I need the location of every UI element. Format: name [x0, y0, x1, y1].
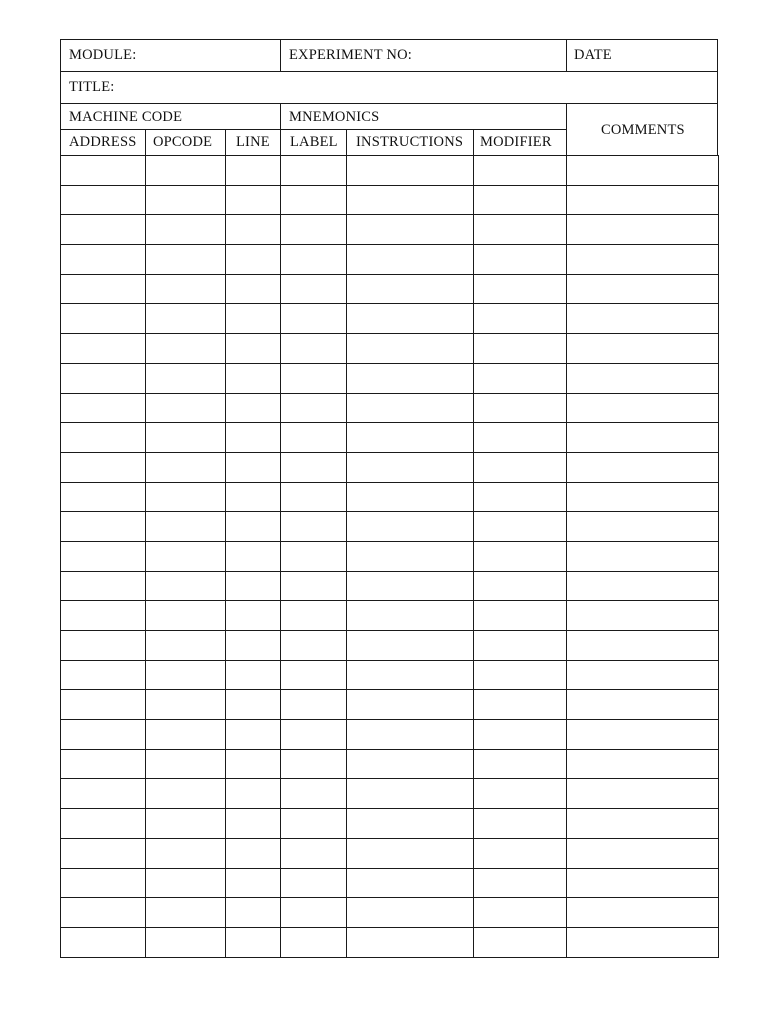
address-cell[interactable]: [61, 185, 146, 215]
opcode-cell[interactable]: [146, 482, 226, 512]
instructions-cell[interactable]: [347, 720, 474, 750]
table-row: [61, 898, 719, 928]
col-line-header: [225, 129, 281, 156]
opcode-cell[interactable]: [146, 185, 226, 215]
address-cell[interactable]: [61, 868, 146, 898]
line-cell[interactable]: [226, 482, 281, 512]
line-cell[interactable]: [226, 690, 281, 720]
label-cell[interactable]: [281, 363, 347, 393]
address-cell[interactable]: [61, 541, 146, 571]
col-modifier-label: MODIFIER: [480, 134, 552, 150]
entry-grid-body: [61, 156, 719, 958]
address-cell[interactable]: [61, 571, 146, 601]
table-row: [61, 423, 719, 453]
modifier-cell[interactable]: [474, 749, 567, 779]
opcode-cell[interactable]: [146, 749, 226, 779]
modifier-cell[interactable]: [474, 215, 567, 245]
opcode-cell[interactable]: [146, 215, 226, 245]
module-label: MODULE:: [69, 47, 137, 63]
experiment-sheet: [60, 39, 718, 980]
col-instructions-label: INSTRUCTIONS: [356, 134, 464, 150]
opcode-cell[interactable]: [146, 245, 226, 275]
line-cell[interactable]: [226, 393, 281, 423]
label-cell[interactable]: [281, 898, 347, 928]
comments-cell[interactable]: [567, 601, 719, 631]
modifier-cell[interactable]: [474, 393, 567, 423]
line-cell[interactable]: [226, 571, 281, 601]
label-cell[interactable]: [281, 601, 347, 631]
instructions-cell[interactable]: [347, 571, 474, 601]
table-row: [61, 274, 719, 304]
instructions-cell[interactable]: [347, 838, 474, 868]
opcode-cell[interactable]: [146, 304, 226, 334]
line-cell[interactable]: [226, 334, 281, 364]
line-cell[interactable]: [226, 838, 281, 868]
table-row: [61, 809, 719, 839]
line-cell[interactable]: [226, 512, 281, 542]
col-label-label: LABEL: [290, 134, 338, 150]
comments-cell[interactable]: [567, 720, 719, 750]
date-label: DATE: [574, 47, 612, 63]
label-cell[interactable]: [281, 631, 347, 661]
line-cell[interactable]: [226, 868, 281, 898]
label-cell[interactable]: [281, 541, 347, 571]
modifier-cell[interactable]: [474, 452, 567, 482]
instructions-cell[interactable]: [347, 749, 474, 779]
modifier-cell[interactable]: [474, 868, 567, 898]
comments-cell[interactable]: [567, 660, 719, 690]
opcode-cell[interactable]: [146, 720, 226, 750]
instructions-cell[interactable]: [347, 482, 474, 512]
label-cell[interactable]: [281, 809, 347, 839]
experiment-no-label: EXPERIMENT NO:: [289, 47, 412, 63]
table-row: [61, 720, 719, 750]
title-label: TITLE:: [69, 79, 115, 95]
label-cell[interactable]: [281, 185, 347, 215]
address-cell[interactable]: [61, 512, 146, 542]
label-cell[interactable]: [281, 779, 347, 809]
label-cell[interactable]: [281, 393, 347, 423]
instructions-cell[interactable]: [347, 631, 474, 661]
comments-cell[interactable]: [567, 512, 719, 542]
line-cell[interactable]: [226, 274, 281, 304]
comments-cell[interactable]: [567, 809, 719, 839]
col-opcode-header: [145, 129, 226, 156]
line-cell[interactable]: [226, 631, 281, 661]
mnemonics-header: [280, 103, 567, 130]
opcode-cell[interactable]: [146, 393, 226, 423]
line-cell[interactable]: [226, 898, 281, 928]
instructions-cell[interactable]: [347, 898, 474, 928]
modifier-cell[interactable]: [474, 363, 567, 393]
instructions-cell[interactable]: [347, 304, 474, 334]
comments-cell[interactable]: [567, 393, 719, 423]
opcode-cell[interactable]: [146, 334, 226, 364]
table-row: [61, 660, 719, 690]
comments-cell[interactable]: [567, 274, 719, 304]
table-row: [61, 185, 719, 215]
opcode-cell[interactable]: [146, 927, 226, 957]
address-cell[interactable]: [61, 631, 146, 661]
instructions-cell[interactable]: [347, 245, 474, 275]
opcode-cell[interactable]: [146, 690, 226, 720]
comments-cell[interactable]: [567, 452, 719, 482]
label-cell[interactable]: [281, 571, 347, 601]
modifier-cell[interactable]: [474, 482, 567, 512]
label-cell[interactable]: [281, 215, 347, 245]
line-cell[interactable]: [226, 304, 281, 334]
address-cell[interactable]: [61, 838, 146, 868]
table-row: [61, 571, 719, 601]
modifier-cell[interactable]: [474, 274, 567, 304]
table-row: [61, 334, 719, 364]
line-cell[interactable]: [226, 452, 281, 482]
machine-code-label: MACHINE CODE: [69, 109, 183, 125]
address-cell[interactable]: [61, 363, 146, 393]
table-row: [61, 868, 719, 898]
address-cell[interactable]: [61, 423, 146, 453]
line-cell[interactable]: [226, 779, 281, 809]
line-cell[interactable]: [226, 245, 281, 275]
table-row: [61, 245, 719, 275]
opcode-cell[interactable]: [146, 156, 226, 186]
table-row: [61, 304, 719, 334]
instructions-cell[interactable]: [347, 868, 474, 898]
modifier-cell[interactable]: [474, 601, 567, 631]
label-cell[interactable]: [281, 749, 347, 779]
instructions-cell[interactable]: [347, 541, 474, 571]
col-opcode-label: OPCODE: [153, 134, 213, 150]
col-line-label: LINE: [236, 134, 270, 150]
line-cell[interactable]: [226, 215, 281, 245]
opcode-cell[interactable]: [146, 512, 226, 542]
instructions-cell[interactable]: [347, 215, 474, 245]
line-cell[interactable]: [226, 809, 281, 839]
table-row: [61, 838, 719, 868]
address-cell[interactable]: [61, 393, 146, 423]
table-row: [61, 363, 719, 393]
table-row: [61, 690, 719, 720]
comments-label: COMMENTS: [601, 122, 685, 138]
table-row: [61, 749, 719, 779]
comments-cell[interactable]: [567, 868, 719, 898]
comments-cell[interactable]: [567, 571, 719, 601]
table-row: [61, 512, 719, 542]
modifier-cell[interactable]: [474, 720, 567, 750]
comments-cell[interactable]: [567, 631, 719, 661]
table-row: [61, 452, 719, 482]
line-cell[interactable]: [226, 541, 281, 571]
line-cell[interactable]: [226, 423, 281, 453]
label-cell[interactable]: [281, 334, 347, 364]
col-modifier-header: [473, 129, 567, 156]
instructions-cell[interactable]: [347, 927, 474, 957]
table-row: [61, 156, 719, 186]
label-cell[interactable]: [281, 304, 347, 334]
comments-header: [566, 103, 718, 156]
instructions-cell[interactable]: [347, 423, 474, 453]
col-address-label: ADDRESS: [69, 134, 137, 150]
instructions-cell[interactable]: [347, 393, 474, 423]
entry-grid: [60, 155, 719, 958]
comments-cell[interactable]: [567, 215, 719, 245]
address-cell[interactable]: [61, 304, 146, 334]
table-row: [61, 482, 719, 512]
table-row: [61, 927, 719, 957]
modifier-cell[interactable]: [474, 304, 567, 334]
address-cell[interactable]: [61, 334, 146, 364]
line-cell[interactable]: [226, 185, 281, 215]
comments-cell[interactable]: [567, 423, 719, 453]
opcode-cell[interactable]: [146, 631, 226, 661]
line-cell[interactable]: [226, 363, 281, 393]
machine-code-header: [60, 103, 281, 130]
address-cell[interactable]: [61, 156, 146, 186]
module-cell[interactable]: [60, 39, 281, 72]
label-cell[interactable]: [281, 838, 347, 868]
comments-cell[interactable]: [567, 245, 719, 275]
label-cell[interactable]: [281, 868, 347, 898]
comments-cell[interactable]: [567, 779, 719, 809]
modifier-cell[interactable]: [474, 838, 567, 868]
opcode-cell[interactable]: [146, 660, 226, 690]
experiment-no-cell[interactable]: [280, 39, 567, 72]
label-cell[interactable]: [281, 274, 347, 304]
label-cell[interactable]: [281, 245, 347, 275]
comments-cell[interactable]: [567, 690, 719, 720]
instructions-cell[interactable]: [347, 185, 474, 215]
address-cell[interactable]: [61, 779, 146, 809]
address-cell[interactable]: [61, 809, 146, 839]
label-cell[interactable]: [281, 156, 347, 186]
modifier-cell[interactable]: [474, 809, 567, 839]
instructions-cell[interactable]: [347, 274, 474, 304]
instructions-cell[interactable]: [347, 512, 474, 542]
comments-cell[interactable]: [567, 541, 719, 571]
col-label-header: [280, 129, 347, 156]
instructions-cell[interactable]: [347, 779, 474, 809]
address-cell[interactable]: [61, 245, 146, 275]
modifier-cell[interactable]: [474, 334, 567, 364]
opcode-cell[interactable]: [146, 274, 226, 304]
comments-cell[interactable]: [567, 749, 719, 779]
opcode-cell[interactable]: [146, 571, 226, 601]
opcode-cell[interactable]: [146, 779, 226, 809]
mnemonics-label: MNEMONICS: [289, 109, 380, 125]
opcode-cell[interactable]: [146, 809, 226, 839]
opcode-cell[interactable]: [146, 868, 226, 898]
opcode-cell[interactable]: [146, 541, 226, 571]
label-cell[interactable]: [281, 512, 347, 542]
instructions-cell[interactable]: [347, 363, 474, 393]
opcode-cell[interactable]: [146, 452, 226, 482]
opcode-cell[interactable]: [146, 838, 226, 868]
modifier-cell[interactable]: [474, 690, 567, 720]
instructions-cell[interactable]: [347, 601, 474, 631]
comments-cell[interactable]: [567, 482, 719, 512]
address-cell[interactable]: [61, 452, 146, 482]
label-cell[interactable]: [281, 423, 347, 453]
address-cell[interactable]: [61, 601, 146, 631]
modifier-cell[interactable]: [474, 898, 567, 928]
modifier-cell[interactable]: [474, 779, 567, 809]
label-cell[interactable]: [281, 482, 347, 512]
comments-cell[interactable]: [567, 838, 719, 868]
address-cell[interactable]: [61, 660, 146, 690]
label-cell[interactable]: [281, 660, 347, 690]
opcode-cell[interactable]: [146, 363, 226, 393]
instructions-cell[interactable]: [347, 452, 474, 482]
address-cell[interactable]: [61, 482, 146, 512]
label-cell[interactable]: [281, 927, 347, 957]
comments-cell[interactable]: [567, 927, 719, 957]
instructions-cell[interactable]: [347, 156, 474, 186]
label-cell[interactable]: [281, 452, 347, 482]
modifier-cell[interactable]: [474, 631, 567, 661]
address-cell[interactable]: [61, 274, 146, 304]
comments-cell[interactable]: [567, 156, 719, 186]
comments-cell[interactable]: [567, 334, 719, 364]
table-row: [61, 631, 719, 661]
modifier-cell[interactable]: [474, 512, 567, 542]
table-row: [61, 601, 719, 631]
col-address-header: [60, 129, 146, 156]
address-cell[interactable]: [61, 927, 146, 957]
title-cell[interactable]: [60, 71, 718, 104]
comments-cell[interactable]: [567, 185, 719, 215]
line-cell[interactable]: [226, 720, 281, 750]
address-cell[interactable]: [61, 690, 146, 720]
table-row: [61, 541, 719, 571]
comments-cell[interactable]: [567, 898, 719, 928]
col-instructions-header: [346, 129, 474, 156]
line-cell[interactable]: [226, 156, 281, 186]
instructions-cell[interactable]: [347, 809, 474, 839]
table-row: [61, 393, 719, 423]
date-cell[interactable]: [566, 39, 718, 72]
modifier-cell[interactable]: [474, 245, 567, 275]
modifier-cell[interactable]: [474, 660, 567, 690]
opcode-cell[interactable]: [146, 601, 226, 631]
instructions-cell[interactable]: [347, 660, 474, 690]
line-cell[interactable]: [226, 927, 281, 957]
address-cell[interactable]: [61, 720, 146, 750]
address-cell[interactable]: [61, 749, 146, 779]
comments-cell[interactable]: [567, 363, 719, 393]
line-cell[interactable]: [226, 660, 281, 690]
line-cell[interactable]: [226, 749, 281, 779]
label-cell[interactable]: [281, 690, 347, 720]
modifier-cell[interactable]: [474, 927, 567, 957]
instructions-cell[interactable]: [347, 690, 474, 720]
table-row: [61, 779, 719, 809]
table-row: [61, 215, 719, 245]
modifier-cell[interactable]: [474, 156, 567, 186]
opcode-cell[interactable]: [146, 898, 226, 928]
line-cell[interactable]: [226, 601, 281, 631]
label-cell[interactable]: [281, 720, 347, 750]
opcode-cell[interactable]: [146, 423, 226, 453]
modifier-cell[interactable]: [474, 571, 567, 601]
modifier-cell[interactable]: [474, 423, 567, 453]
modifier-cell[interactable]: [474, 185, 567, 215]
modifier-cell[interactable]: [474, 541, 567, 571]
address-cell[interactable]: [61, 898, 146, 928]
instructions-cell[interactable]: [347, 334, 474, 364]
address-cell[interactable]: [61, 215, 146, 245]
comments-cell[interactable]: [567, 304, 719, 334]
